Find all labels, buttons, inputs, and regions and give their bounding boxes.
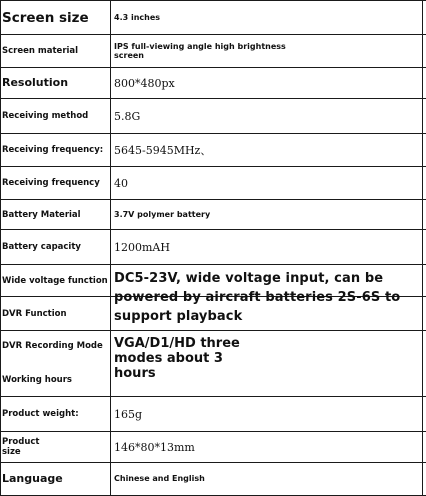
- label-product-weight: Product weight:: [2, 409, 79, 419]
- label-working-hours: Working hours: [2, 375, 72, 385]
- value-language: Chinese and English: [114, 474, 205, 484]
- value-wide-voltage: DC5-23V, wide voltage input, can be powered by aircraft batteries 2S-6S to support playback: [114, 271, 401, 324]
- label-receiving-method: Receiving method: [2, 111, 89, 121]
- value-product-weight: 165g: [114, 407, 143, 421]
- label-wide-voltage: Wide voltage function: [2, 275, 108, 286]
- label-dvr-recording-mode: DVR Recording Mode: [2, 341, 103, 351]
- label-receiving-frequency: Receiving frequency:: [2, 145, 104, 155]
- label-screen-material: Screen material: [2, 46, 79, 56]
- value-resolution: 800*480px: [114, 76, 175, 90]
- value-receiving-method: 5.8G: [114, 109, 141, 123]
- value-receiving-frequency: 5645-5945MHz、: [114, 144, 212, 157]
- label-language: Language: [2, 472, 63, 485]
- value-receiving-channels: 40: [114, 176, 128, 190]
- value-product-size: 146*80*13mm: [114, 440, 195, 454]
- table-border-right: [422, 0, 423, 496]
- column-divider: [110, 0, 111, 496]
- label-product-size: Product size: [2, 437, 40, 457]
- label-screen-size: Screen size: [2, 9, 89, 26]
- label-dvr-function: DVR Function: [2, 308, 67, 319]
- value-dvr-recording-mode: VGA/D1/HD three modes about 3 hours: [114, 336, 240, 381]
- value-screen-material: IPS full-viewing angle high brightness screen: [114, 41, 286, 60]
- label-battery-material: Battery Material: [2, 209, 81, 220]
- label-receiving-channels: Receiving frequency: [2, 178, 100, 188]
- label-resolution: Resolution: [2, 76, 69, 89]
- value-screen-size: 4.3 inches: [114, 12, 161, 22]
- value-battery-material: 3.7V polymer battery: [114, 209, 211, 219]
- label-battery-capacity: Battery capacity: [2, 242, 81, 252]
- value-battery-capacity: 1200mAH: [114, 240, 170, 254]
